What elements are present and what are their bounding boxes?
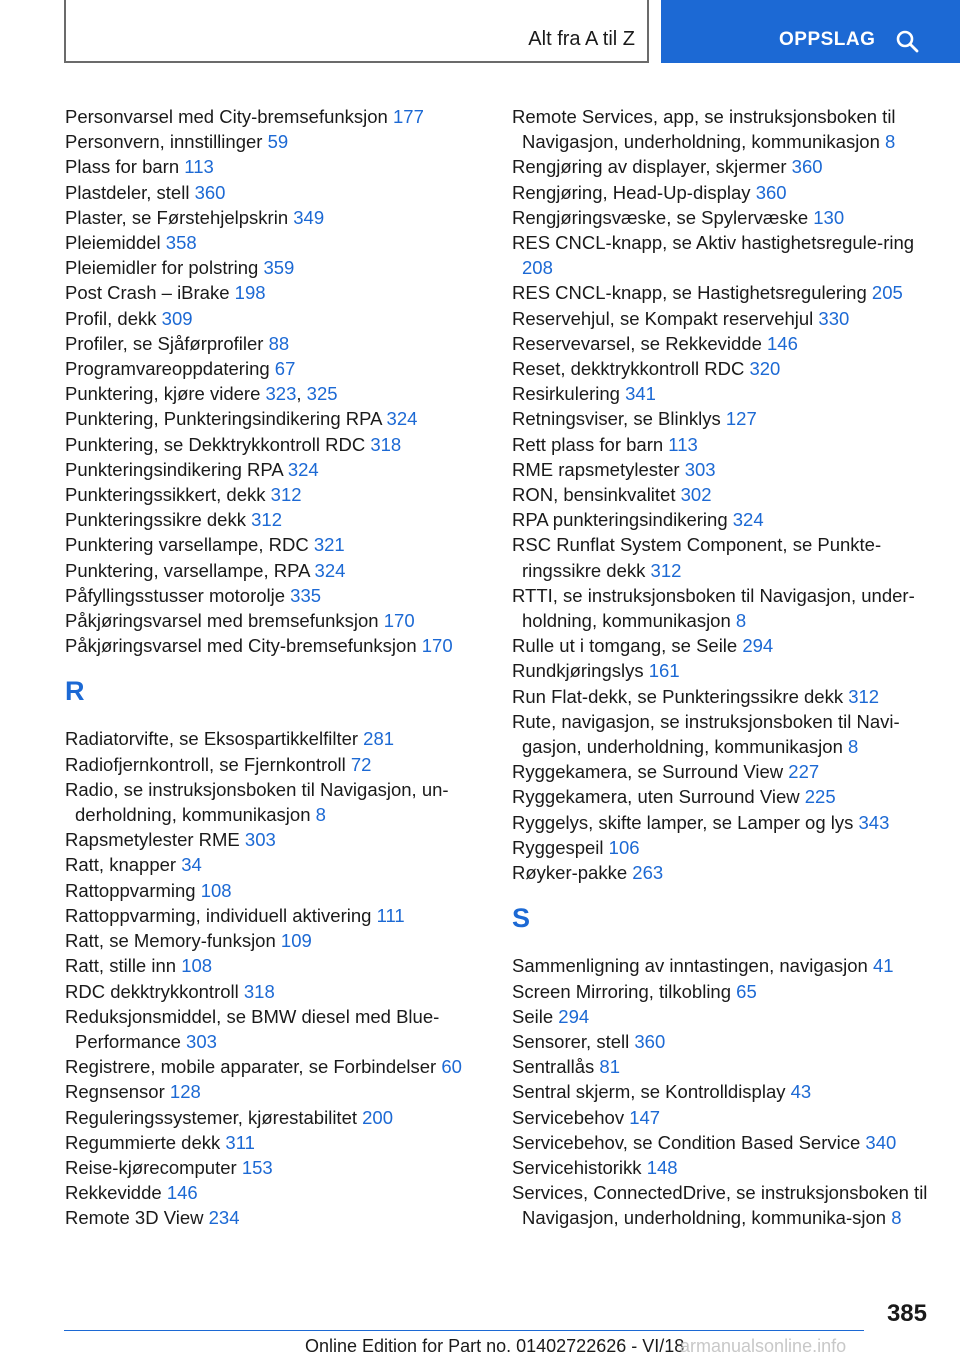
page-link[interactable]: 340 [865,1131,897,1153]
index-entry-text: RES CNCL-knapp, se Aktiv hastighetsregule-ring [512,232,915,254]
page-link[interactable]: 303 [244,829,276,851]
index-entry [512,633,937,658]
index-entry-text: Rengjøring av displayer, skjermer [512,156,787,178]
page-link[interactable]: 360 [194,181,226,203]
index-entry [512,1004,937,1029]
index-letter-heading: S [512,903,531,934]
page-link[interactable]: 323 [265,383,297,405]
page-link[interactable]: 294 [558,1005,590,1027]
lookup-tab-label: OPPSLAG [779,29,876,50]
index-entry-text: Røyker-pakke [512,862,628,884]
index-entry [512,331,937,356]
index-entry-text: Sensorer, stell [512,1030,630,1052]
index-entry-text: Ratt, stille inn [65,955,177,977]
edition-note: Online Edition for Part no. 01402722626 - VI/18 [305,1336,685,1356]
section-title: Alt fra A til Z [528,28,635,50]
index-entry-text: Screen Mirroring, tilkobling [512,980,732,1002]
page-link[interactable]: 161 [648,660,680,682]
index-entry [512,784,937,809]
page-link[interactable]: 318 [243,980,275,1002]
page-link[interactable]: 302 [680,484,712,506]
page-link[interactable]: 281 [363,728,395,750]
index-entry [65,1180,485,1205]
index-entry-text: Påfyllingsstusser motorolje [65,584,286,606]
index-entry-text: Punktering, varsellampe, RPA [65,559,310,581]
index-entry-text: Radio, se instruksjonsboken til Navigasjon, un-derholdning, kommunikasjon [65,778,449,826]
page-link[interactable]: 318 [370,433,402,455]
index-entry [65,608,485,633]
index-entry [65,406,485,431]
index-entry-text: Rengjøring, Head-Up-display [512,181,751,203]
index-entry-text: Radiofjernkontroll, se Fjernkontroll [65,753,346,775]
index-entry [512,759,937,784]
index-column-right [512,104,937,1231]
index-entry [512,482,937,507]
index-entry-text: Pleiemidler for polstring [65,257,259,279]
index-entry [65,827,485,852]
index-entry-text: RON, bensinkvalitet [512,484,676,506]
page-link[interactable]: 294 [742,635,774,657]
index-entry [65,104,485,129]
index-entry-text: Servicehistorikk [512,1156,642,1178]
index-entry-text: Ryggekamera, se Surround View [512,761,784,783]
index-entry [65,1004,485,1054]
page-link[interactable]: 343 [858,811,890,833]
page-link[interactable]: 113 [668,433,698,455]
index-entry-text: Post Crash – iBrake [65,282,230,304]
page-link[interactable]: 360 [634,1030,666,1052]
page-link[interactable]: 170 [383,610,415,632]
index-entry [65,928,485,953]
page-number: 385 [886,1300,927,1327]
index-entry-text: Profiler, se Sjåførprofiler [65,332,264,354]
page-link[interactable]: 41 [872,955,894,977]
index-entry-text: Påkjøringsvarsel med bremsefunksjon [65,610,379,632]
index-entry-text: Registrere, mobile apparater, se Forbindelser [65,1056,437,1078]
page-link[interactable]: 312 [270,484,302,506]
search-icon[interactable] [895,29,919,53]
index-entry-text: Reservehjul, se Kompakt reservehjul [512,307,814,329]
index-entry-text: Profil, dekk [65,307,157,329]
index-entry-text: Retningsviser, se Blinklys [512,408,721,430]
page-link[interactable]: 312 [251,509,282,531]
index-entry [65,903,485,928]
index-entry-text: Punktering varsellampe, RDC [65,534,309,556]
index-entry-text: Sammenligning av inntastingen, navigasjon [512,955,868,977]
index-entry [512,205,937,230]
index-entry [512,953,937,978]
index-entry [65,532,485,557]
index-entry [65,852,485,877]
index-entry [512,1130,937,1155]
index-entry-text: Punkteringssikre dekk [65,509,246,531]
index-entry [512,230,937,280]
index-letter-heading: R [65,676,85,707]
page-link[interactable]: 65 [736,980,757,1002]
index-entry [65,280,485,305]
page-link[interactable]: 359 [263,257,295,279]
page-link[interactable]: 72 [350,753,372,775]
index-entry [512,1155,937,1180]
page-link[interactable]: 227 [788,761,820,783]
index-entry [512,860,937,885]
index-entry-text: Sentral skjerm, se Kontrolldisplay [512,1081,786,1103]
index-entry-text: Reguleringssystemer, kjørestabilitet [65,1106,357,1128]
index-entry-text: Rulle ut i tomgang, se Seile [512,635,738,657]
index-entry [512,658,937,683]
page-link[interactable]: 321 [313,534,345,556]
page-link[interactable]: 309 [161,307,193,329]
page-link[interactable]: 205 [871,282,903,304]
page-link[interactable]: 34 [181,854,202,876]
page-link[interactable]: 170 [421,635,453,657]
index-entry [65,953,485,978]
index-entry-text: Rundkjøringslys [512,660,644,682]
index-entry [512,684,937,709]
page-link[interactable]: 312 [848,685,880,707]
index-entry-text: Personvern, innstillinger [65,131,263,153]
index-entry [512,154,937,179]
index-entry [512,1079,937,1104]
index-entry [512,835,937,860]
page-link[interactable]: 127 [725,408,757,430]
lookup-tab[interactable] [661,0,960,63]
index-entry [512,457,937,482]
page-link[interactable]: 234 [208,1207,240,1229]
index-entry [65,432,485,457]
index-entry [512,406,937,431]
index-entry [65,1130,485,1155]
page-link[interactable]: 109 [280,930,312,952]
index-entry-text: Seile [512,1005,554,1027]
index-entry [65,1155,485,1180]
index-entry [512,810,937,835]
page-link[interactable]: 106 [608,836,640,858]
page-link[interactable]: 349 [293,206,325,228]
index-entry [65,129,485,154]
index-entry [512,432,937,457]
index-entry-text: Rute, navigasjon, se instruksjonsboken til Navi-gasjon, underholdning, kommunikasjon [512,710,900,758]
footer-divider [64,1330,864,1331]
index-entry-text: Regummierte dekk [65,1131,221,1153]
index-entry-text: Punkteringsindikering RPA [65,458,283,480]
page-link[interactable]: 311 [225,1131,255,1153]
page-link[interactable]: 177 [393,106,424,127]
index-entry [512,532,937,582]
index-entry [65,979,485,1004]
index-entry [65,331,485,356]
index-entry [65,1205,485,1230]
index-entry-text: Rett plass for barn [512,433,664,455]
index-entry [65,457,485,482]
page-link[interactable]: 320 [749,358,781,380]
index-entry-text: Plastdeler, stell [65,181,190,203]
index-entry [65,1105,485,1130]
page-link[interactable]: 88 [268,332,290,354]
index-entry-text: Rattoppvarming [65,879,196,901]
index-entry-text: Servicebehov, se Condition Based Service [512,1131,861,1153]
page-link[interactable]: 200 [362,1106,394,1128]
page-link[interactable]: 360 [791,156,823,178]
page-link[interactable]: 111 [376,904,405,926]
index-entry [65,255,485,280]
index-entry-text: RTTI, se instruksjonsboken til Navigasjon, under-holdning, kommunikasjon [512,584,915,632]
index-entry-text: Ryggespeil [512,836,604,858]
index-entry [65,726,485,751]
page-link[interactable]: 130 [813,206,845,228]
index-entry-text: Personvarsel med City-bremsefunksjon [65,106,388,127]
page-link[interactable]: 324 [314,559,346,581]
page-link[interactable]: 303 [684,458,716,480]
index-entry [65,230,485,255]
index-entry-text: Ryggekamera, uten Surround View [512,786,800,808]
index-entry-text: Programvareoppdatering [65,358,270,380]
index-entry-text: Services, ConnectedDrive, se instruksjonsboken til Navigasjon, underholdning, kommunika-sjon [512,1182,928,1229]
index-entry-text: Ratt, knapper [65,854,177,876]
page-link[interactable]: 148 [646,1156,678,1178]
index-entry [65,633,485,658]
page-link[interactable]: 303 [186,1030,217,1052]
index-entry-text: Reset, dekktrykkontroll RDC [512,358,745,380]
page-link[interactable]: 330 [818,307,850,329]
index-entry-text: Rengjøringsvæske, se Spylervæske [512,206,809,228]
index-entry [512,356,937,381]
page-link[interactable]: 198 [234,282,266,304]
index-entry-text: Remote 3D View [65,1207,204,1229]
page-link[interactable]: 8 [315,804,326,826]
index-entry-text: Påkjøringsvarsel med City-bremsefunksjon [65,635,417,657]
index-entry-text: RSC Runflat System Component, se Punkte-ringssikre dekk [512,534,882,581]
index-entry [512,306,937,331]
page-link[interactable]: 335 [290,584,322,606]
index-entry [65,752,485,777]
page-link[interactable]: 108 [200,879,232,901]
page-link[interactable]: 59 [267,131,289,153]
index-entry-text: Plaster, se Førstehjelpskrin [65,206,289,228]
page-link[interactable]: 146 [767,332,798,354]
index-entry [512,709,937,759]
index-entry [65,482,485,507]
page-link[interactable]: 8 [891,1207,902,1229]
index-entry [65,507,485,532]
page-link[interactable]: 113 [184,156,214,178]
index-entry-text: Punktering, Punkteringsindikering RPA [65,408,382,430]
index-entry [512,507,937,532]
index-entry-text: Regnsensor [65,1081,165,1103]
page-link[interactable]: 325 [306,383,338,405]
index-entry-text: Resirkulering [512,383,620,405]
index-entry [512,1054,937,1079]
page-link[interactable]: 8 [885,131,896,153]
index-entry-text: RDC dekktrykkontroll [65,980,239,1002]
section-header [64,0,649,63]
page-link[interactable]: 358 [165,232,197,254]
watermark: armanualsonline.info [680,1336,847,1356]
index-entry [512,1180,937,1230]
index-entry [512,381,937,406]
index-entry-text: Plass for barn [65,156,180,178]
index-entry-text: Reservevarsel, se Rekkevidde [512,332,762,354]
index-entry-text: Punktering, kjøre videre [65,383,261,405]
index-entry [65,205,485,230]
page-link[interactable]: 67 [274,358,296,380]
index-entry [512,104,937,154]
page-link[interactable]: 360 [755,181,787,203]
index-entry [65,1079,485,1104]
page-link[interactable]: 43 [790,1081,812,1103]
index-entry [65,777,485,827]
index-entry [65,154,485,179]
page-link[interactable]: 341 [625,383,656,405]
page-link[interactable]: 146 [166,1182,198,1204]
page-link[interactable]: 147 [629,1106,661,1128]
page-link[interactable]: 324 [386,408,418,430]
index-entry-text: RME rapsmetylester [512,458,680,480]
index-entry [512,1029,937,1054]
page-link[interactable]: 263 [632,862,664,884]
index-entry-text: Punktering, se Dekktrykkontroll RDC [65,433,366,455]
page-link[interactable]: 108 [181,955,213,977]
index-entry [65,306,485,331]
page-link[interactable]: 324 [287,458,319,480]
index-entry-text: Remote Services, app, se instruksjonsboken til Navigasjon, underholdning, kommunikasjon [512,106,896,153]
index-entry-text: Reise-kjørecomputer [65,1156,237,1178]
index-entry-text: Ryggelys, skifte lamper, se Lamper og lys [512,811,854,833]
index-entry-text: Punkteringssikkert, dekk [65,484,266,506]
page-link[interactable]: 81 [599,1056,620,1078]
index-entry: Punktering, kjøre videre 323, 325 [65,383,338,405]
page-link[interactable]: 153 [241,1156,273,1178]
index-entry-text: Rekkevidde [65,1182,162,1204]
page-link[interactable]: 8 [735,610,747,632]
index-entry-text: Radiatorvifte, se Eksospartikkelfilter [65,728,359,750]
index-entry-text: Reduksjonsmiddel, se BMW diesel med Blue-Performance [65,1005,440,1052]
page-link[interactable]: 208 [522,257,553,279]
index-entry [65,558,485,583]
index-entry-text: Sentrallås [512,1056,595,1078]
index-entry [65,356,485,381]
page-link[interactable]: 312 [650,559,682,581]
index-entry [512,1105,937,1130]
index-entry-text: Rapsmetylester RME [65,829,240,851]
index-entry [65,1054,485,1079]
index-entry [512,583,937,633]
index-entry-text: Rattoppvarming, individuell aktivering [65,904,372,926]
index-entry [65,180,485,205]
page-link[interactable]: 8 [848,736,859,758]
index-entry-text: RES CNCL-knapp, se Hastighetsregulering [512,282,867,304]
index-entry [65,878,485,903]
index-entry-text: Ratt, se Memory-funksjon [65,930,276,952]
index-entry [512,180,937,205]
index-entry [512,979,937,1004]
index-entry-text: Servicebehov [512,1106,625,1128]
index-entry [65,583,485,608]
index-entry-text: RPA punkteringsindikering [512,509,728,531]
index-entry-text: Pleiemiddel [65,232,161,254]
page-link[interactable]: 225 [804,786,836,808]
page-link[interactable]: 128 [169,1081,201,1103]
page-link[interactable]: 324 [732,509,764,531]
index-entry-text: Run Flat-dekk, se Punkteringssikre dekk [512,685,844,707]
index-column-left [65,104,485,1231]
index-entry [512,280,937,305]
page-link[interactable]: 60 [441,1056,462,1078]
